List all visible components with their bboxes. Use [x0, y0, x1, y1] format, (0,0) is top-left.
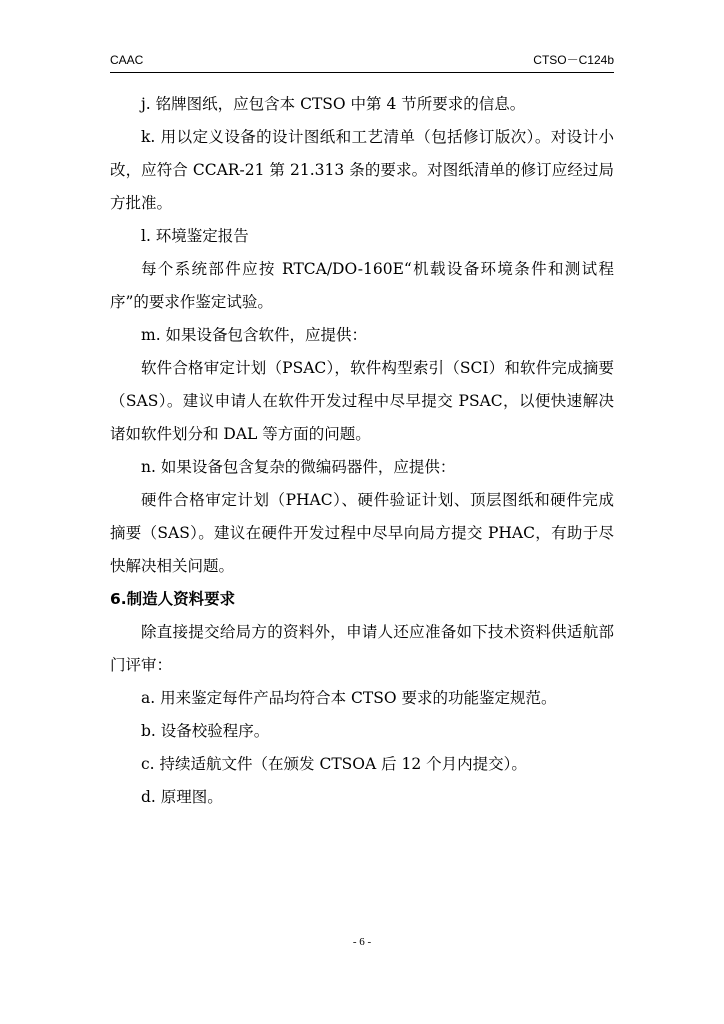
- paragraph-item-l: l. 环境鉴定报告: [141, 227, 249, 245]
- paragraph-item-b: b. 设备校验程序。: [141, 722, 270, 740]
- paragraph-body: 每个系统部件应按 RTCA/DO-160E“机载设备环境条件和测试程序”的要求作鉴定试验。: [110, 260, 614, 311]
- document-body: [110, 88, 614, 814]
- page-number: - 6 -: [352, 936, 372, 948]
- page-header: [110, 52, 614, 73]
- paragraph-body: 软件合格审定计划（PSAC），软件构型索引（SCI）和软件完成摘要（SAS）。建议申请人在软件开发过程中尽早提交 PSAC，以便快速解决诸如软件划分和 DAL 等方面的问题。: [110, 359, 614, 443]
- paragraph-item-d: d. 原理图。: [141, 788, 223, 806]
- paragraph-item-j: j. 铭牌图纸，应包含本 CTSO 中第 4 节所要求的信息。: [141, 95, 526, 113]
- header-org: CAAC: [110, 53, 144, 67]
- paragraph-item-n: n. 如果设备包含复杂的微编码器件，应提供：: [141, 458, 456, 476]
- section-heading: 6.制造人资料要求: [110, 590, 236, 608]
- paragraph-item-a: a. 用来鉴定每件产品均符合本 CTSO 要求的功能鉴定规范。: [141, 689, 557, 707]
- paragraph-item-k: k. 用以定义设备的设计图纸和工艺清单（包括修订版次）。对设计小改，应符合 CCAR-21 第 21.313 条的要求。对图纸清单的修订应经过局方批准。: [110, 128, 614, 212]
- paragraph-item-m: m. 如果设备包含软件，应提供：: [141, 326, 368, 344]
- paragraph-item-c: c. 持续适航文件（在颁发 CTSOA 后 12 个月内提交）。: [141, 755, 527, 773]
- paragraph-body: 硬件合格审定计划（PHAC）、硬件验证计划、顶层图纸和硬件完成摘要（SAS）。建议在硬件开发过程中尽早向局方提交 PHAC，有助于尽快解决相关问题。: [110, 491, 614, 575]
- paragraph-body: 除直接提交给局方的资料外，申请人还应准备如下技术资料供适航部门评审：: [110, 623, 614, 674]
- header-doc-id: CTSO－C124b: [533, 53, 614, 67]
